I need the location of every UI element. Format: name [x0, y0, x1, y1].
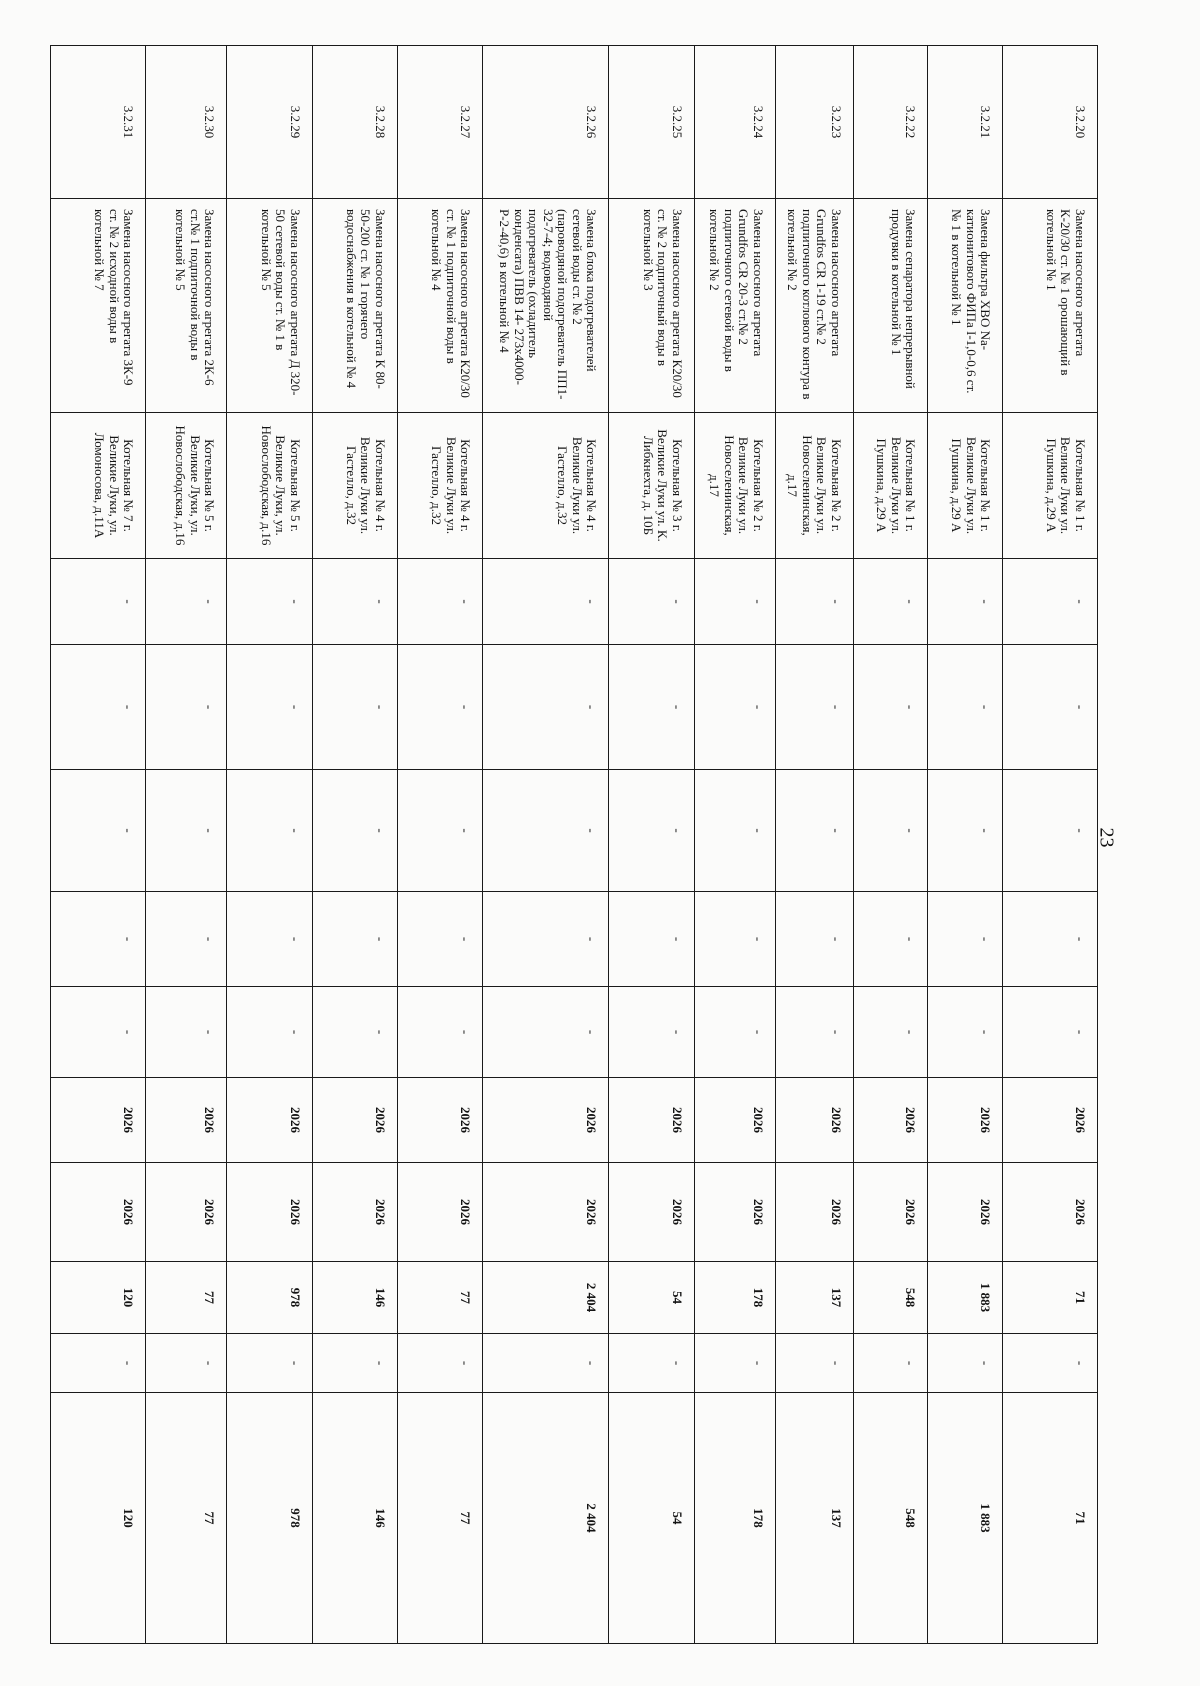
- empty-cell: -: [928, 892, 1003, 987]
- item-code: 3.2.23: [775, 46, 853, 199]
- start-year: 2026: [609, 1078, 694, 1163]
- cost-value: 71: [1003, 1262, 1098, 1334]
- boiler-address: Котельная № 7 г. Великие Луки, ул. Ломоносова, д.11А: [51, 413, 146, 559]
- total-value: 54: [609, 1393, 694, 1644]
- page-number: 23: [1095, 827, 1118, 848]
- cost-value: 146: [312, 1262, 397, 1334]
- empty-cell: -: [51, 1334, 146, 1393]
- start-year: 2026: [775, 1078, 853, 1163]
- empty-cell: -: [1003, 1334, 1098, 1393]
- cost-value: 978: [227, 1262, 312, 1334]
- empty-cell: -: [853, 770, 928, 892]
- table-row: [928, 46, 1003, 1644]
- start-year: 2026: [928, 1078, 1003, 1163]
- empty-cell: -: [694, 770, 775, 892]
- item-code: 3.2.21: [928, 46, 1003, 199]
- rotated-table-container: [50, 45, 1098, 1643]
- end-year: 2026: [397, 1163, 482, 1262]
- empty-cell: -: [397, 559, 482, 645]
- empty-cell: -: [51, 559, 146, 645]
- empty-cell: -: [312, 1334, 397, 1393]
- item-code: 3.2.30: [146, 46, 227, 199]
- empty-cell: -: [775, 770, 853, 892]
- total-value: 1 883: [928, 1393, 1003, 1644]
- table-row: [312, 46, 397, 1644]
- empty-cell: -: [312, 892, 397, 987]
- empty-cell: -: [483, 645, 609, 770]
- empty-cell: -: [694, 645, 775, 770]
- cost-value: 2 404: [483, 1262, 609, 1334]
- boiler-address: Котельная № 1 г. Великие Луки ул. Пушкина, д.29 А: [853, 413, 928, 559]
- empty-cell: -: [227, 559, 312, 645]
- total-value: 71: [1003, 1393, 1098, 1644]
- empty-cell: -: [1003, 559, 1098, 645]
- cost-value: 178: [694, 1262, 775, 1334]
- cost-value: 77: [397, 1262, 482, 1334]
- empty-cell: -: [853, 892, 928, 987]
- cost-value: 77: [146, 1262, 227, 1334]
- empty-cell: -: [227, 645, 312, 770]
- item-code: 3.2.24: [694, 46, 775, 199]
- table-row: [775, 46, 853, 1644]
- empty-cell: -: [775, 559, 853, 645]
- end-year: 2026: [51, 1163, 146, 1262]
- empty-cell: -: [483, 770, 609, 892]
- cost-value: 548: [853, 1262, 928, 1334]
- empty-cell: -: [146, 559, 227, 645]
- item-code: 3.2.25: [609, 46, 694, 199]
- empty-cell: -: [227, 987, 312, 1078]
- empty-cell: -: [397, 892, 482, 987]
- table-row: [694, 46, 775, 1644]
- boiler-address: Котельная № 5 г. Великие Луки, ул. Новослободская, д.16: [227, 413, 312, 559]
- boiler-address: Котельная № 3 г. Великие Луки ул. К. Либкнехта, д. 10Б: [609, 413, 694, 559]
- empty-cell: -: [227, 892, 312, 987]
- end-year: 2026: [227, 1163, 312, 1262]
- table-row: [51, 46, 146, 1644]
- work-description: Замена насосного агрегата Д 320-50 сетевой воды ст. № 1 в котельной № 5: [227, 199, 312, 413]
- end-year: 2026: [775, 1163, 853, 1262]
- item-code: 3.2.26: [483, 46, 609, 199]
- empty-cell: -: [1003, 770, 1098, 892]
- end-year: 2026: [312, 1163, 397, 1262]
- boiler-address: Котельная № 4 г. Великие Луки ул. Гастелло, д.32: [312, 413, 397, 559]
- boiler-address: Котельная № 5 г. Великие Луки, ул. Новослободская, д.16: [146, 413, 227, 559]
- empty-cell: -: [397, 770, 482, 892]
- empty-cell: -: [853, 1334, 928, 1393]
- empty-cell: -: [312, 645, 397, 770]
- empty-cell: -: [227, 770, 312, 892]
- empty-cell: -: [775, 987, 853, 1078]
- empty-cell: -: [1003, 645, 1098, 770]
- empty-cell: -: [609, 987, 694, 1078]
- start-year: 2026: [312, 1078, 397, 1163]
- work-description: Замена фильтра ХВО Na-катионитового ФИПа I-1,0-0,6 ст. № 1 в котельной № 1: [928, 199, 1003, 413]
- empty-cell: -: [928, 770, 1003, 892]
- empty-cell: -: [1003, 892, 1098, 987]
- empty-cell: -: [51, 892, 146, 987]
- total-value: 178: [694, 1393, 775, 1644]
- empty-cell: -: [775, 645, 853, 770]
- table-row: [609, 46, 694, 1644]
- empty-cell: -: [928, 987, 1003, 1078]
- total-value: 137: [775, 1393, 853, 1644]
- empty-cell: -: [312, 987, 397, 1078]
- empty-cell: -: [853, 987, 928, 1078]
- empty-cell: -: [51, 987, 146, 1078]
- empty-cell: -: [775, 892, 853, 987]
- start-year: 2026: [694, 1078, 775, 1163]
- boiler-address: Котельная № 4 г. Великие Луки ул. Гастелло, д.32: [483, 413, 609, 559]
- work-description: Замена насосного агрегата К 80-50-200 ст. № 1 горячего водоснабжения в котельной № 4: [312, 199, 397, 413]
- boiler-address: Котельная № 2 г. Великие Луки ул. Новоселенинская, д.17: [694, 413, 775, 559]
- work-description: Замена насосного агрегата К20/30 ст. № 2 подпиточный воды в котельной № 3: [609, 199, 694, 413]
- empty-cell: -: [312, 770, 397, 892]
- empty-cell: -: [146, 645, 227, 770]
- total-value: 77: [397, 1393, 482, 1644]
- total-value: 77: [146, 1393, 227, 1644]
- total-value: 548: [853, 1393, 928, 1644]
- empty-cell: -: [609, 1334, 694, 1393]
- empty-cell: -: [146, 1334, 227, 1393]
- empty-cell: -: [227, 1334, 312, 1393]
- empty-cell: -: [853, 645, 928, 770]
- table-row: [1003, 46, 1098, 1644]
- work-description: Замена насосного агрегата Grundfos CR 1-19 ст.№ 2 подпиточного котлового контура в котельной № 2: [775, 199, 853, 413]
- boiler-address: Котельная № 1 г. Великие Луки ул. Пушкина, д.29 А: [928, 413, 1003, 559]
- end-year: 2026: [483, 1163, 609, 1262]
- work-description: Замена насосного агрегата 2К-6 ст.№ 1 подпиточной воды в котельной № 5: [146, 199, 227, 413]
- empty-cell: -: [928, 645, 1003, 770]
- work-description: Замена блока подогревателей сетевой воды ст. № 2 (пароводяной подогреватель ПП1-32-7-4; водоводяной подогреватель (охладитель конденсата) ПВВ 14- 273х4000-Р-2-40,6) в котельной № 4: [483, 199, 609, 413]
- empty-cell: -: [609, 892, 694, 987]
- boiler-address: Котельная № 2 г. Великие Луки ул. Новоселенинская, д.17: [775, 413, 853, 559]
- empty-cell: -: [146, 770, 227, 892]
- boiler-address: Котельная № 1 г. Великие Луки ул. Пушкина, д.29 А: [1003, 413, 1098, 559]
- empty-cell: -: [312, 559, 397, 645]
- end-year: 2026: [928, 1163, 1003, 1262]
- end-year: 2026: [853, 1163, 928, 1262]
- empty-cell: -: [694, 987, 775, 1078]
- work-description: Замена насосного агрегата 3К-9 ст. № 2 исходной воды в котельной № 7: [51, 199, 146, 413]
- work-description: Замена насосного агрегата К20/30 ст. № 1 подпиточной воды в котельной № 4: [397, 199, 482, 413]
- empty-cell: -: [146, 987, 227, 1078]
- empty-cell: -: [483, 559, 609, 645]
- empty-cell: -: [694, 1334, 775, 1393]
- end-year: 2026: [609, 1163, 694, 1262]
- item-code: 3.2.31: [51, 46, 146, 199]
- start-year: 2026: [483, 1078, 609, 1163]
- table-row: [146, 46, 227, 1644]
- empty-cell: -: [853, 559, 928, 645]
- item-code: 3.2.27: [397, 46, 482, 199]
- item-code: 3.2.29: [227, 46, 312, 199]
- total-value: 146: [312, 1393, 397, 1644]
- empty-cell: -: [483, 892, 609, 987]
- empty-cell: -: [694, 892, 775, 987]
- empty-cell: -: [397, 645, 482, 770]
- start-year: 2026: [853, 1078, 928, 1163]
- works-table: [50, 45, 1098, 1644]
- start-year: 2026: [397, 1078, 482, 1163]
- empty-cell: -: [775, 1334, 853, 1393]
- work-description: Замена насосного агрегата К-20/30 ст. № 1 орошающий в котельной № 1: [1003, 199, 1098, 413]
- boiler-address: Котельная № 4 г. Великие Луки ул. Гастелло, д.32: [397, 413, 482, 559]
- empty-cell: -: [397, 1334, 482, 1393]
- cost-value: 54: [609, 1262, 694, 1334]
- empty-cell: -: [928, 1334, 1003, 1393]
- item-code: 3.2.28: [312, 46, 397, 199]
- empty-cell: -: [694, 559, 775, 645]
- cost-value: 120: [51, 1262, 146, 1334]
- table-row: [853, 46, 928, 1644]
- cost-value: 1 883: [928, 1262, 1003, 1334]
- empty-cell: -: [1003, 987, 1098, 1078]
- start-year: 2026: [227, 1078, 312, 1163]
- item-code: 3.2.22: [853, 46, 928, 199]
- empty-cell: -: [609, 559, 694, 645]
- empty-cell: -: [928, 559, 1003, 645]
- table-row: [227, 46, 312, 1644]
- end-year: 2026: [694, 1163, 775, 1262]
- total-value: 120: [51, 1393, 146, 1644]
- total-value: 978: [227, 1393, 312, 1644]
- cost-value: 137: [775, 1262, 853, 1334]
- start-year: 2026: [146, 1078, 227, 1163]
- empty-cell: -: [483, 987, 609, 1078]
- empty-cell: -: [483, 1334, 609, 1393]
- empty-cell: -: [609, 645, 694, 770]
- start-year: 2026: [51, 1078, 146, 1163]
- table-row: [397, 46, 482, 1644]
- empty-cell: -: [609, 770, 694, 892]
- total-value: 2 404: [483, 1393, 609, 1644]
- empty-cell: -: [51, 770, 146, 892]
- table-row: [483, 46, 609, 1644]
- work-description: Замена сепаратора непрерывной продувки в котельной № 1: [853, 199, 928, 413]
- end-year: 2026: [146, 1163, 227, 1262]
- empty-cell: -: [51, 645, 146, 770]
- end-year: 2026: [1003, 1163, 1098, 1262]
- item-code: 3.2.20: [1003, 46, 1098, 199]
- start-year: 2026: [1003, 1078, 1098, 1163]
- empty-cell: -: [146, 892, 227, 987]
- work-description: Замена насосного агрегата Grundfos CR 20-3 ст.№ 2 подпиточного сетевой воды в котельной № 2: [694, 199, 775, 413]
- empty-cell: -: [397, 987, 482, 1078]
